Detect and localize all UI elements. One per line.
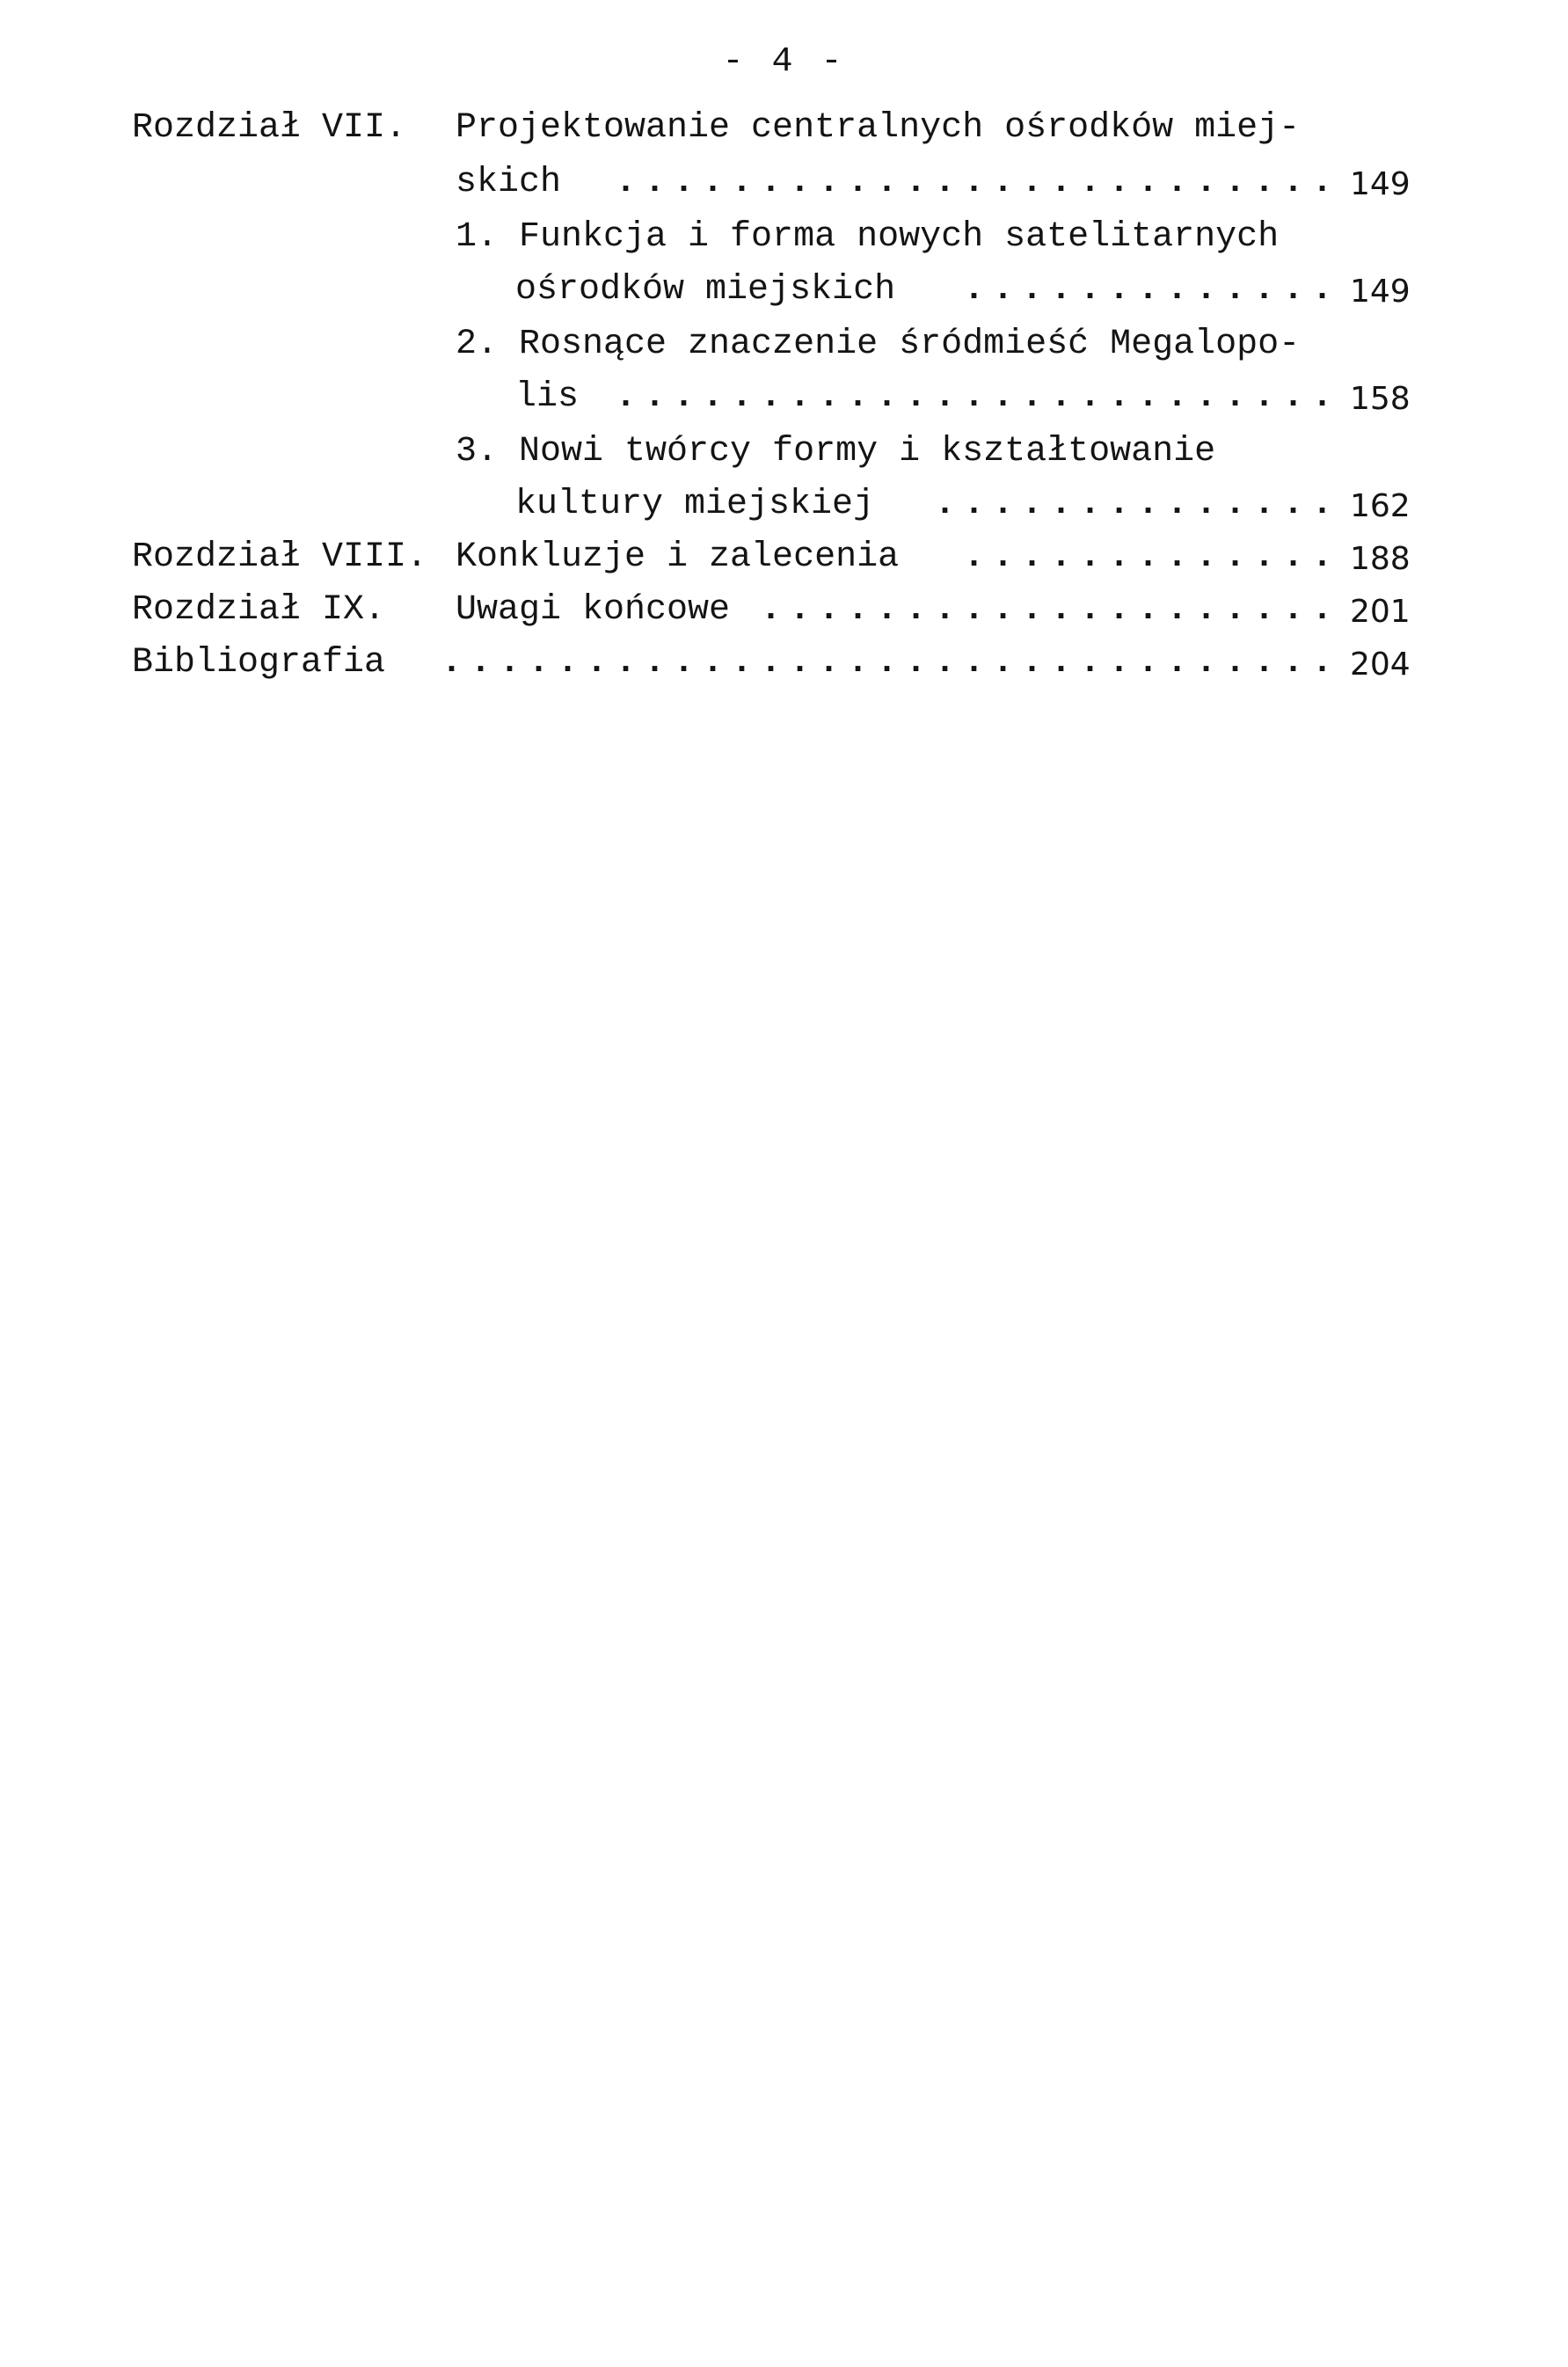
toc-chapter-label: Rozdział VII. xyxy=(132,108,407,148)
toc-subsection-title: 3. Nowi twórcy formy i kształtowanie xyxy=(456,432,1216,471)
page-number: - 4 - xyxy=(722,42,846,82)
toc-leader-dots: . . . . . . . . . . . . . xyxy=(963,537,1333,577)
toc-leader-dots: . . . . . . . . . . . . . . . . . . . . . . . . . xyxy=(615,163,1333,202)
toc-subsection-title: 1. Funkcja i forma nowych satelitarnych xyxy=(456,217,1280,257)
toc-page-number: 158 xyxy=(1350,381,1411,417)
toc-page-number: 201 xyxy=(1350,594,1411,630)
toc-leader-dots: . . . . . . . . . . . . . . xyxy=(934,485,1333,524)
toc-page-number: 204 xyxy=(1350,647,1411,683)
toc-chapter-label: Rozdział IX. xyxy=(132,590,386,630)
toc-chapter-label: Bibliografia xyxy=(132,643,386,683)
toc-page-number: 188 xyxy=(1350,541,1411,577)
toc-leader-dots: . . . . . . . . . . . . . xyxy=(963,270,1333,310)
toc-page-number: 149 xyxy=(1350,166,1411,202)
toc-page-number: 162 xyxy=(1350,488,1411,524)
toc-subsection-title: 2. Rosnące znaczenie śródmieść Megalopo- xyxy=(456,325,1301,364)
toc-chapter-title: Projektowanie centralnych ośrodków miej- xyxy=(456,108,1301,148)
toc-leader-dots: . . . . . . . . . . . . . . . . . . . . xyxy=(760,590,1333,630)
toc-chapter-label: Rozdział VIII. xyxy=(132,537,428,577)
toc-subsection-title-cont: kultury miejskiej xyxy=(515,485,875,524)
toc-subsection-title-cont: ośrodków miejskich xyxy=(515,270,896,310)
toc-leader-dots: . . . . . . . . . . . . . . . . . . . . . . . . . xyxy=(615,377,1333,417)
toc-subsection-title-cont: lis xyxy=(515,377,580,417)
toc-leader-dots: . . . . . . . . . . . . . . . . . . . . . . . . . . . . . . . xyxy=(441,643,1333,683)
toc-chapter-title: Konkluzje i zalecenia xyxy=(456,537,900,577)
toc-chapter-title: Uwagi końcowe xyxy=(456,590,731,630)
toc-page-number: 149 xyxy=(1350,274,1411,310)
toc-chapter-title-cont: skich xyxy=(456,163,562,202)
